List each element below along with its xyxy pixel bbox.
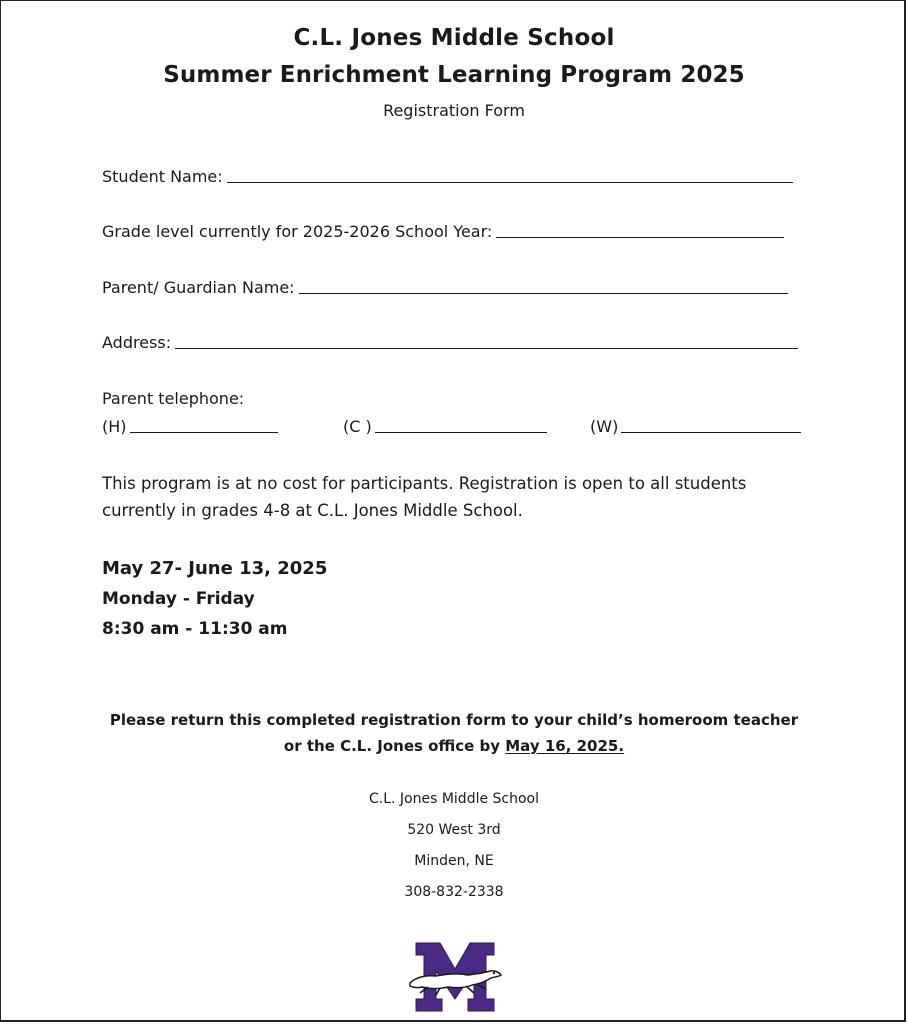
address-blank[interactable] — [175, 348, 798, 349]
address-label: Address: — [102, 333, 172, 352]
phone-cell-field[interactable] — [343, 417, 547, 436]
phone-cell-label: (C ) — [343, 417, 372, 436]
return-instructions-line-2 — [1, 737, 907, 755]
address-city: Minden, NE — [414, 853, 494, 869]
address-phone: 308-832-2338 — [404, 884, 504, 900]
telephone-label: Parent telephone: — [102, 389, 245, 408]
address-school-name: C.L. Jones Middle School — [368, 791, 540, 807]
parent-name-label: Parent/ Guardian Name: — [102, 278, 295, 297]
phone-work-blank[interactable] — [621, 432, 801, 433]
return-deadline: May 16, 2025. — [505, 737, 625, 755]
grade-level-field[interactable] — [102, 222, 784, 241]
student-name-label: Student Name: — [102, 167, 223, 186]
phone-home-field[interactable] — [102, 417, 278, 436]
parent-name-blank[interactable] — [299, 293, 788, 294]
phone-work-field[interactable] — [590, 417, 801, 436]
program-info-line-2: currently in grades 4-8 at C.L. Jones Middle School. — [102, 501, 523, 520]
phone-home-label: (H) — [102, 417, 127, 436]
school-title: C.L. Jones Middle School — [293, 25, 615, 51]
student-name-field[interactable] — [102, 167, 793, 186]
form-subtitle: Registration Form — [383, 101, 525, 120]
address-street: 520 West 3rd — [407, 822, 501, 838]
schedule-time: 8:30 am - 11:30 am — [102, 619, 288, 639]
schedule-dates: May 27- June 13, 2025 — [102, 558, 328, 579]
grade-level-blank[interactable] — [496, 237, 784, 238]
student-name-blank[interactable] — [227, 182, 793, 183]
return-instructions-line-1: Please return this completed registration form to your child’s homeroom teacher — [109, 711, 799, 729]
phone-cell-blank[interactable] — [375, 432, 547, 433]
schedule-days: Monday - Friday — [102, 589, 255, 609]
parent-name-field[interactable] — [102, 278, 788, 297]
address-field[interactable] — [102, 333, 798, 352]
program-info-paragraph — [102, 470, 802, 524]
program-info-line-1: This program is at no cost for participants. Registration is open to all students — [102, 474, 747, 493]
phone-home-blank[interactable] — [130, 432, 278, 433]
school-logo-m-icon — [406, 941, 504, 1013]
phone-work-label: (W) — [590, 417, 619, 436]
program-title: Summer Enrichment Learning Program 2025 — [163, 62, 745, 88]
return-instructions-prefix: or the C.L. Jones office by — [283, 737, 506, 755]
grade-level-label: Grade level currently for 2025-2026 School Year: — [102, 222, 493, 241]
